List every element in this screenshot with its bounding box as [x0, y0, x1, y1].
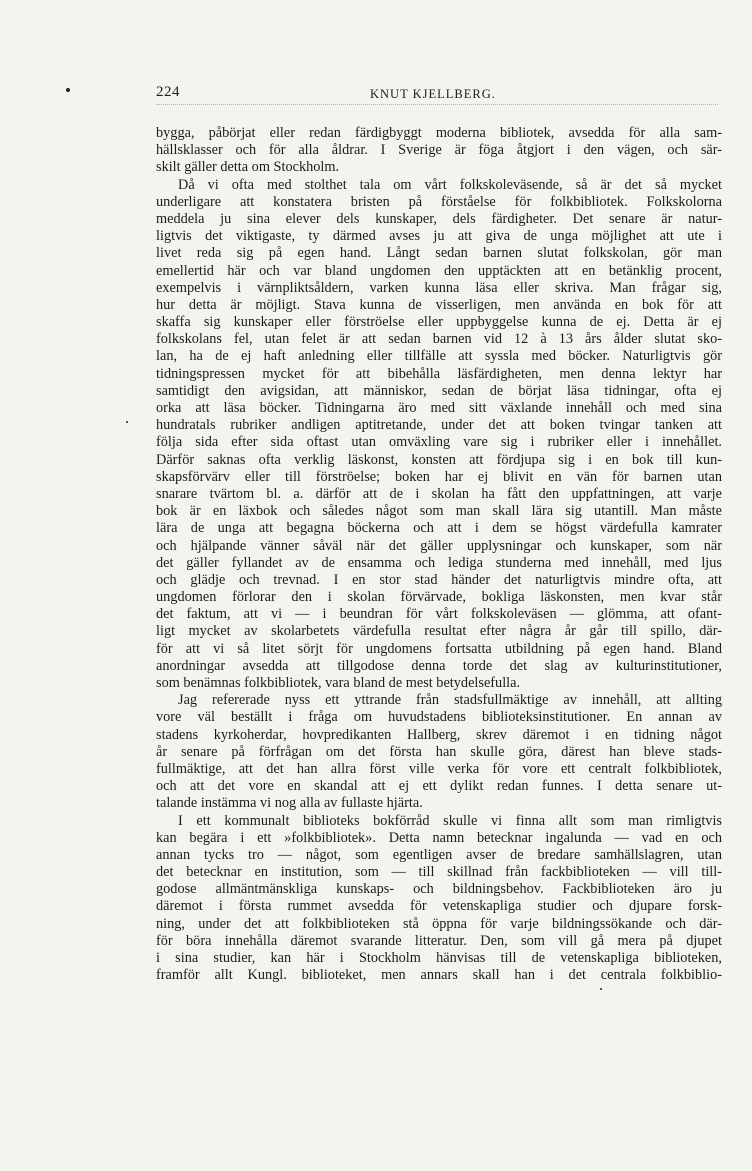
text-line: som benämnas folkbibliotek, vara bland de mest betydelsefulla. [156, 675, 521, 691]
text-line: skilt gäller detta om Stockholm. [156, 159, 340, 176]
running-head: KNUT KJELLBERG. [370, 87, 496, 101]
text-line: talande instämma vi nog alla av fullaste hjärta. [156, 795, 423, 812]
text-line: följa sida efter sida oftast utan omväxling vare sig i rubriker eller i innehållet. [156, 434, 722, 451]
text-line: det gäller fyllandet av de ensamma och lediga stunderna med innehåll, med ljus [156, 554, 722, 571]
text-line: och att det vore en skandal att ej ett dylikt redan funnes. I detta senare ut- [156, 778, 722, 795]
text-line: kan begära i ett »folkbibliotek». Detta namn betecknar ingalunda — vad en och [156, 829, 722, 846]
ink-speck [126, 421, 128, 423]
text-line: för böra innehålla däremot svarande litteratur. Den, som vill gå mera på djupet [156, 932, 722, 949]
text-line: i sina studier, kan här i Stockholm hänvisas till de vetenskapliga biblioteken, [156, 950, 722, 966]
text-line: exempelvis i värnpliktsåldern, varken kunna läsa eller skriva. Man frågar sig, [156, 279, 722, 296]
text-line: ungdomen förlorar den i skolan förvärvade, bokliga läskonsten, men kvar står [156, 589, 722, 606]
ink-speck [600, 988, 602, 990]
text-line: orka att läsa böcker. Tidningarna äro med sitt växlande innehåll och med sina [156, 400, 722, 416]
text-line: underligare att konstatera bristen på förståelse för folkbibliotek. Folkskolorna [156, 193, 722, 210]
text-line: I ett kommunalt biblioteks bokförråd skulle vi finna allt som man rimligtvis [178, 812, 722, 829]
text-line: samtidigt den avigsidan, att människor, sedan de börjat läsa tidningar, ofta ej [156, 382, 722, 399]
text-line: ning, under det att folkbiblioteken stå öppna för varje bildningssökande och där- [156, 915, 722, 932]
text-line: folkskolans fel, utan felet är att sedan barnen vid 12 à 13 års ålder slutat sko- [156, 331, 722, 348]
text-line: Därför saknas ofta verklig läskonst, konsten att fördjupa sig i en bok till kun- [156, 451, 722, 468]
text-line: för att vi så litet sörjt för ungdomens fortsatta utbildning på egen hand. Bland [156, 640, 722, 657]
text-line: och glädje och trevnad. I en stor stad händer det naturligtvis mindre ofta, att [156, 571, 722, 588]
text-line: stadens kyrkoherdar, hovpredikanten Hallberg, skrev däremot i en tidning något [156, 726, 722, 743]
text-line: hällsklasser och för alla åldrar. I Sverige är föga åtgjort i den vägen, och sär- [156, 142, 722, 159]
ink-speck [66, 88, 70, 92]
text-line: och hjälpande vänner såväl när det gäller upplysningar och kunskaper, som när [156, 537, 722, 554]
text-line: Då vi ofta med stolthet tala om vårt folkskoleväsende, så är det så mycket [178, 176, 722, 193]
text-line: ligtvis det viktigaste, ty därmed avses ju att giva de unga möjlighet att ute i [156, 228, 722, 245]
text-line: anordningar avsedda att tillgodose denna torde det slag av kulturinstitutioner, [156, 657, 722, 674]
body-text [156, 125, 722, 984]
text-line: vore väl beställt i fråga om huvudstadens biblioteksinstitutioner. En annan av [156, 709, 722, 726]
text-line: godose allmäntmänskliga kunskaps- och bildningsbehov. Fackbiblioteken äro ju [156, 881, 722, 898]
text-line: bygga, påbörjat eller redan färdigbyggt moderna bibliotek, avsedda för alla sam- [156, 125, 722, 141]
text-line: fullmäktige, att det han allra först ville verka för vore ett centralt folkbibliotek, [156, 760, 722, 777]
text-line: meddela ju sina elever dels kunskaper, dels färdigheter. Det senare är natur- [156, 210, 722, 227]
text-line: det faktum, att vi — i beundran för vårt folkskoleväsen — glömma, att ofant- [156, 606, 722, 623]
text-line: tidningspressen mycket för att bibehålla läsfärdigheten, men denna lektyr har [156, 365, 722, 382]
text-line: lan, ha de ej haft anledning eller tillfälle att syssla med böcker. Naturligtvis gör [156, 348, 722, 365]
text-line: ligt mycket av skolarbetets värdefulla resultat efter några år går till spillo, där- [156, 623, 722, 640]
header-rule [156, 104, 718, 105]
text-line: det betecknar en institution, som — till skillnad från fackbiblioteken — vill till- [156, 864, 722, 881]
text-line: framför allt Kungl. biblioteket, men annars skall han i det centrala folkbiblio- [156, 967, 722, 984]
text-line: skapsförvärv eller till förströelse; boken har ej blivit en vän för barnen utan [156, 468, 722, 485]
text-line: lära de unga att begagna böckerna och att i dem se högst värdefulla kamrater [156, 520, 722, 537]
text-line: hundratals rubriker andligen aptitretande, under det att boken tvingar tanken att [156, 417, 722, 434]
text-line: emellertid här och var bland ungdomen den upptäckten att en betänklig procent, [156, 262, 722, 279]
text-line: hur detta är möjligt. Stava kunna de visserligen, men använda en bok för att [156, 296, 722, 313]
text-line: snarare tvärtom bl. a. därför att de i skolan ha fått den uppfattningen, att varje [156, 485, 722, 502]
page-number: 224 [156, 84, 180, 100]
text-line: annan tycks tro — något, som egentligen avser de bredare samhällslagren, utan [156, 846, 722, 863]
text-line: livet reda sig på egen hand. Långt sedan barnen slutat folkskolan, gör man [156, 245, 722, 262]
text-line: skaffa sig kunskaper eller förströelse eller uppbyggelse kunna de ej. Detta är ej [156, 314, 722, 331]
text-line: Jag refererade nyss ett yttrande från stadsfullmäktige av innehåll, att allting [178, 692, 722, 709]
text-line: däremot i första rummet avsedda för vetenskapliga studier och djupare forsk- [156, 898, 722, 915]
text-line: år senare på förfrågan om det första han skulle göra, därest han bleve stads- [156, 743, 722, 760]
text-line: bok är en läxbok och således något som man skall lära sig utantill. Man måste [156, 503, 722, 520]
